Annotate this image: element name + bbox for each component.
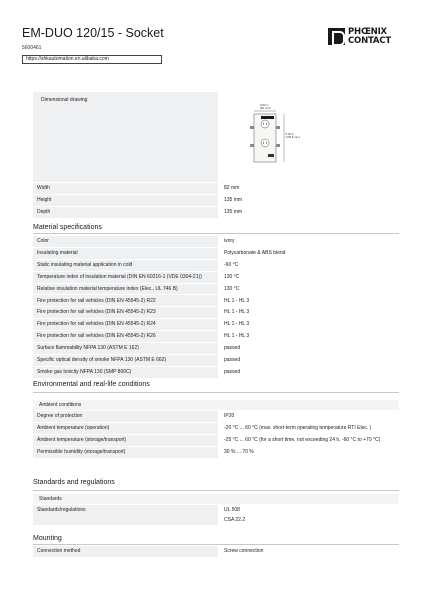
table-row	[33, 343, 399, 355]
spec-key: Ambient temperature (storage/transport)	[33, 435, 218, 446]
table-row	[33, 183, 399, 195]
spec-key: Degree of protection	[33, 411, 218, 422]
table-row	[33, 411, 399, 423]
standard-value: UL 508	[224, 507, 240, 514]
spec-value: passed	[218, 355, 399, 366]
dimensional-drawing-cell	[218, 92, 399, 182]
article-number: 5600461	[22, 45, 42, 51]
section-divider	[33, 392, 399, 393]
spec-key: Height	[33, 195, 218, 206]
spec-value: 30 % ... 70 %	[218, 447, 399, 458]
logo-mark-icon	[328, 28, 345, 45]
table-row	[33, 307, 399, 319]
spec-value: 135 mm	[218, 207, 399, 218]
table-row	[33, 367, 399, 379]
table-row	[33, 248, 399, 260]
table-row	[33, 423, 399, 435]
spec-key: Permissible humidity (storage/transport)	[33, 447, 218, 458]
table-row	[33, 260, 399, 272]
spec-value	[218, 505, 399, 525]
spec-value: HL 1 - HL 3	[218, 307, 399, 318]
table-row	[33, 546, 399, 558]
section-divider	[33, 233, 399, 234]
spec-value: passed	[218, 343, 399, 354]
spec-value: -25 °C ... 60 °C (for a short time, not exceeding 24 h, -60 °C to +70 °C)	[218, 435, 399, 446]
source-url-link[interactable]: https://shkautomation.en.alibaba.com	[22, 55, 162, 64]
drawing-height-mm-label: (135,6 mm)	[285, 135, 300, 139]
table-row	[33, 319, 399, 331]
table-row	[33, 331, 399, 343]
spec-key: Fire protection for rail vehicles (DIN EN 45545-2) R22	[33, 295, 218, 306]
table-row	[33, 195, 399, 207]
spec-value: IP20	[218, 411, 399, 422]
spec-key: Ambient temperature (operation)	[33, 423, 218, 434]
table-row	[33, 207, 399, 219]
dimensional-drawing-row	[33, 92, 399, 182]
spec-key: Width	[33, 183, 218, 194]
mounting-heading: Mounting	[33, 535, 62, 542]
spec-key: Depth	[33, 207, 218, 218]
standards-heading: Standards and regulations	[33, 479, 115, 486]
table-row	[33, 435, 399, 447]
spec-value: Polycarbonate & ABS blend	[218, 248, 399, 259]
spec-value: -60 °C	[218, 260, 399, 271]
spec-key: Surface flammability NFPA 130 (ASTM E 162)	[33, 343, 218, 354]
spec-value: 82 mm	[218, 183, 399, 194]
spec-key: Fire protection for rail vehicles (DIN EN 45545-2) R24	[33, 319, 218, 330]
environment-heading: Environmental and real-life conditions	[33, 381, 150, 388]
ambient-conditions-subheading: Ambient conditions	[33, 400, 399, 410]
spec-key: Fire protection for rail vehicles (DIN EN 45545-2) R26	[33, 331, 218, 342]
spec-value: HL 1 - HL 3	[218, 319, 399, 330]
spec-key: Static insulating material application in cold	[33, 260, 218, 271]
spec-value: 130 °C	[218, 284, 399, 295]
phoenix-contact-logo	[328, 28, 400, 46]
standards-table	[33, 505, 399, 526]
table-row	[33, 295, 399, 307]
spec-value: HL 1 - HL 3	[218, 295, 399, 306]
dimensions-table	[33, 183, 399, 219]
spec-value: Screw connection	[218, 546, 399, 557]
environment-table	[33, 411, 399, 459]
spec-key: Standards/regulations	[33, 505, 218, 525]
drawing-width-mm-label: (82 mm)	[260, 106, 271, 110]
spec-value: passed	[218, 367, 399, 378]
spec-value: 135 mm	[218, 195, 399, 206]
spec-key: Insulating material	[33, 248, 218, 259]
table-row	[33, 284, 399, 296]
spec-value: -20 °C ... 60 °C (max. short-term operating temperature RTI Elec. )	[218, 423, 399, 434]
spec-value: 130 °C	[218, 272, 399, 283]
table-row	[33, 447, 399, 459]
table-row	[33, 236, 399, 248]
spec-key: Specific optical density of smoke NFPA 130 (ASTM E 662)	[33, 355, 218, 366]
section-divider	[33, 490, 399, 491]
page-title: EM-DUO 120/15 - Socket	[22, 26, 164, 40]
mounting-table	[33, 546, 399, 558]
spec-key: Temperature index of insulation material (DIN EN 60216-1 (VDE 0304-21))	[33, 272, 218, 283]
spec-key: Relative insulation material temperature index (Elec., UL 746 B)	[33, 284, 218, 295]
standards-subheading: Standards	[33, 494, 399, 504]
spec-value: ivory	[218, 236, 399, 247]
socket-drawing	[238, 102, 308, 170]
table-row	[33, 355, 399, 367]
table-row	[33, 505, 399, 526]
drawing-height-label: 5,35 in	[285, 132, 294, 136]
section-divider	[33, 544, 399, 545]
spec-key: Connection method	[33, 546, 218, 557]
spec-key: Fire protection for rail vehicles (DIN EN 45545-2) R23	[33, 307, 218, 318]
logo-text-line2: CONTACT	[348, 36, 391, 46]
drawing-width-label: 0,83 in	[260, 103, 269, 107]
dimensional-drawing-label: Dimensional drawing	[33, 92, 218, 182]
spec-key: Smoke gas toxicity NFPA 130 (SMP 800C)	[33, 367, 218, 378]
material-heading: Material specifications	[33, 224, 102, 231]
logo-text-line1: PHŒNIX	[348, 27, 387, 37]
table-row	[33, 272, 399, 284]
standard-value: CSA 22.2	[224, 516, 246, 523]
spec-key: Color	[33, 236, 218, 247]
material-table	[33, 236, 399, 379]
spec-value: HL 1 - HL 3	[218, 331, 399, 342]
